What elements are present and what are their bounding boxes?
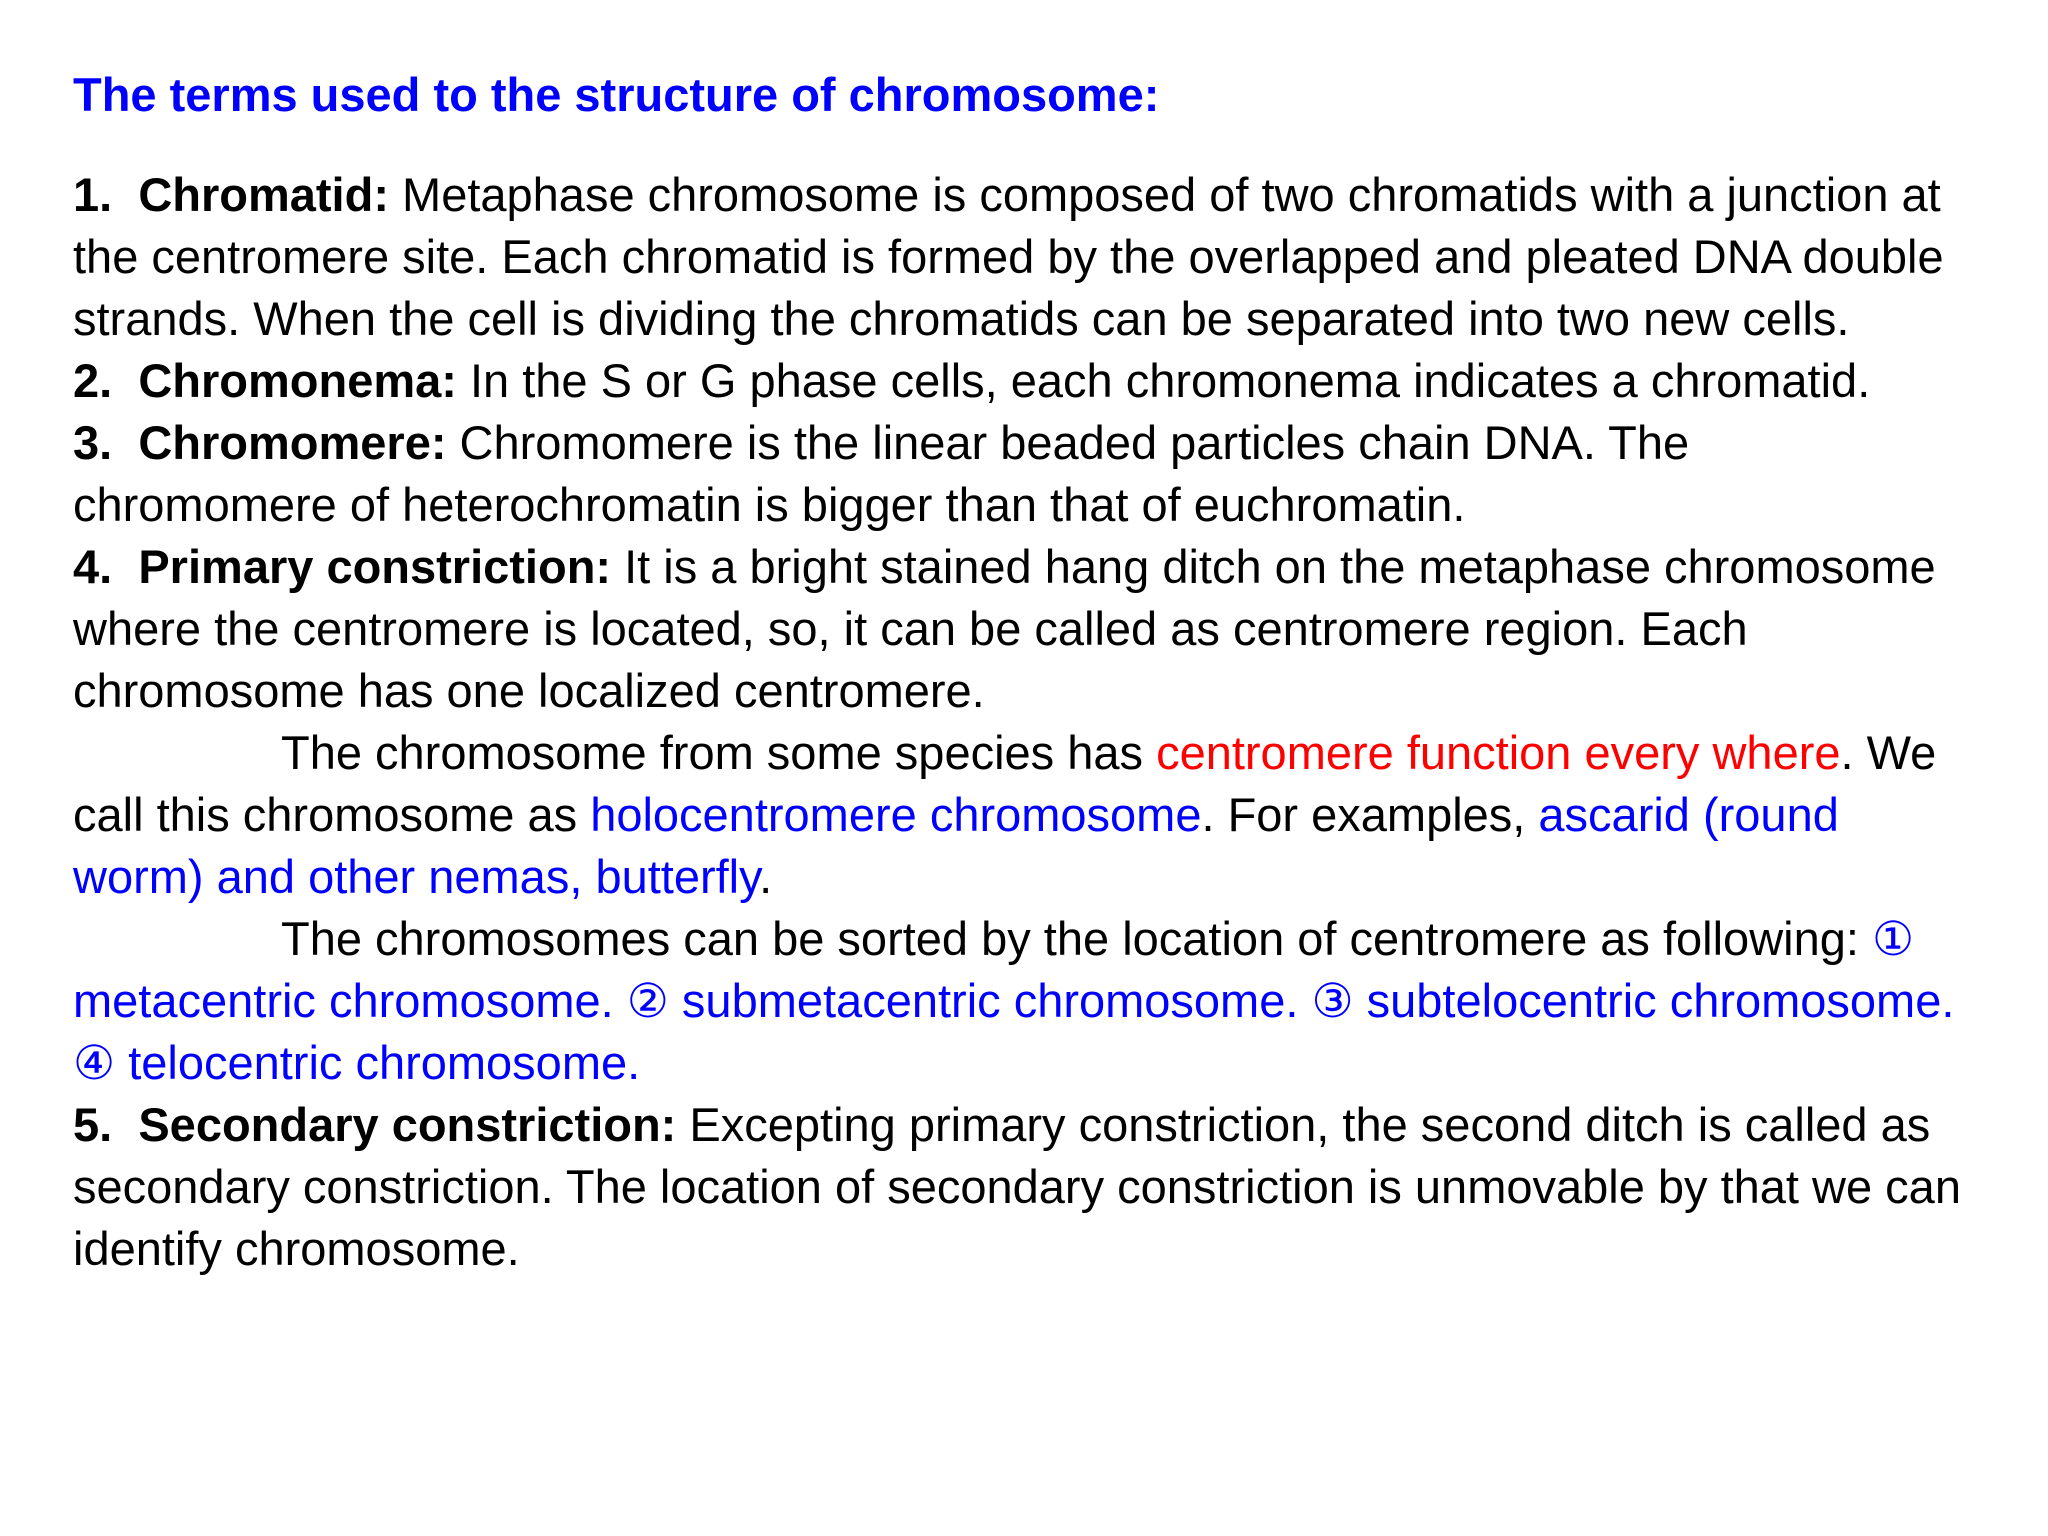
term-name: Primary constriction:	[138, 540, 612, 593]
term-number: 2.	[73, 354, 113, 407]
holocentromere-text-4: .	[759, 850, 773, 903]
classification-text: The chromosomes can be sorted by the location of centromere as following:	[281, 912, 1872, 965]
holocentromere-text-1: The chromosome from some species has	[281, 726, 1157, 779]
classification-list: ① metacentric chromosome. ② submetacentric chromosome. ③ subtelocentric chromosome. ④ telocentric chromosome.	[73, 912, 1955, 1089]
centromere-everywhere-highlight: centromere function every where	[1156, 726, 1841, 779]
holocentromere-text-2: . We call this chromosome as	[73, 726, 1937, 841]
term-definition: Chromomere is the linear beaded particles chain DNA. The chromomere of heterochromatin is bigger than that of euchromatin.	[73, 416, 1690, 531]
holocentromere-text-3: . For examples,	[1201, 788, 1539, 841]
term-number: 1.	[73, 168, 113, 221]
term-item-chromatid	[73, 164, 1963, 350]
term-number: 3.	[73, 416, 113, 469]
term-item-chromomere	[73, 412, 1963, 536]
term-name: Chromomere:	[138, 416, 447, 469]
term-item-chromonema	[73, 350, 1963, 412]
holocentromere-examples: ascarid (round worm) and other nemas, butterfly	[73, 788, 1839, 903]
holocentromere-paragraph	[73, 722, 1963, 908]
slide-title: The terms used to the structure of chromosome:	[73, 68, 1160, 121]
term-item-secondary-constriction	[73, 1094, 1963, 1280]
slide-content	[73, 66, 1963, 1280]
slide-body	[73, 164, 1963, 1280]
term-definition: It is a bright stained hang ditch on the metaphase chromosome where the centromere is located, so, it can be called as centromere region. Each chromosome has one localized centromere.	[73, 540, 1936, 717]
term-item-primary-constriction	[73, 536, 1963, 722]
term-definition: Excepting primary constriction, the second ditch is called as secondary constriction. The location of secondary constriction is unmovable by that we can identify chromosome.	[73, 1098, 1961, 1275]
term-number: 5.	[73, 1098, 113, 1151]
classification-paragraph	[73, 908, 1963, 1094]
term-definition: Metaphase chromosome is composed of two chromatids with a junction at the centromere site. Each chromatid is formed by the overlapped and pleated DNA double strands. When the cell is dividing the chromatids can be separated into two new cells.	[73, 168, 1944, 345]
term-name: Chromatid:	[138, 168, 389, 221]
term-name: Chromonema:	[138, 354, 457, 407]
holocentromere-term: holocentromere chromosome	[590, 788, 1202, 841]
term-number: 4.	[73, 540, 113, 593]
term-name: Secondary constriction:	[138, 1098, 677, 1151]
term-definition: In the S or G phase cells, each chromonema indicates a chromatid.	[456, 354, 1871, 407]
